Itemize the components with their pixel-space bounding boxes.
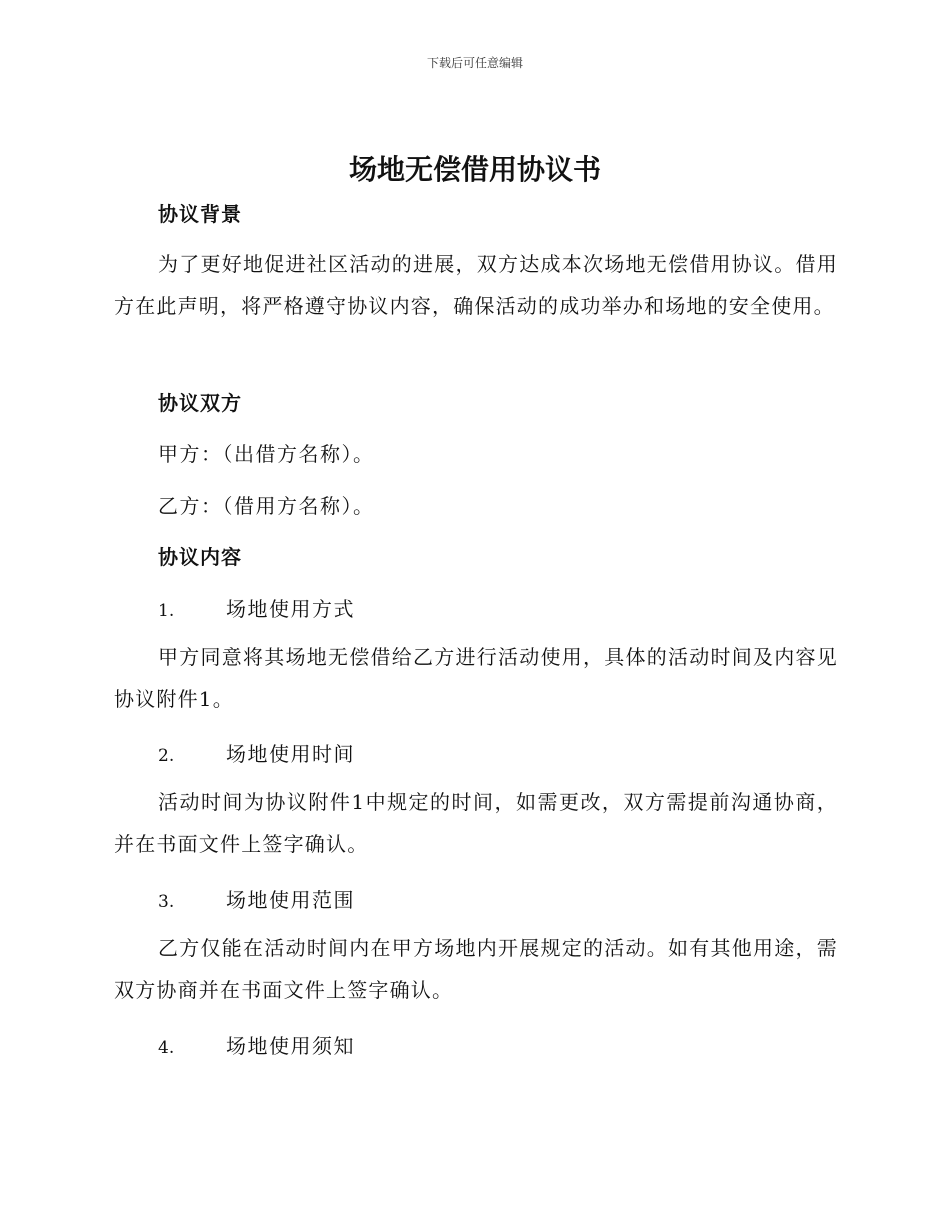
section-heading-background: 协议背景 [158,202,242,226]
item-title: 场地使用范围 [226,888,355,912]
party-b-line: 乙方：（借用方名称）。 [158,494,375,518]
header-note: 下载后可任意编辑 [426,56,523,70]
item-number: 1. [158,601,175,621]
background-paragraph: 为了更好地促进社区活动的进展，双方达成本次场地无偿借用协议。借用方在此声明，将严格遵守协议内容，确保活动的成功举办和场地的安全使用。 [114,252,838,318]
content-item-3-heading [158,884,355,913]
item-number: 4. [158,1038,175,1058]
section-heading-content: 协议内容 [158,545,242,569]
section-heading-parties: 协议双方 [158,391,242,415]
item-title: 场地使用时间 [226,742,355,766]
content-item-1-heading [158,593,355,622]
item-number: 3. [158,892,175,912]
item-title: 场地使用须知 [226,1034,355,1058]
item-number: 2. [158,746,175,766]
item-title: 场地使用方式 [226,597,355,621]
document-title: 场地无偿借用协议书 [348,153,601,186]
content-item-1-paragraph: 甲方同意将其场地无偿借给乙方进行活动使用，具体的活动时间及内容见协议附件1。 [114,645,838,711]
content-item-3-paragraph: 乙方仅能在活动时间内在甲方场地内开展规定的活动。如有其他用途，需双方协商并在书面文件上签字确认。 [114,936,838,1002]
party-a-line: 甲方：（出借方名称）。 [158,442,375,466]
content-item-2-paragraph: 活动时间为协议附件1中规定的时间，如需更改，双方需提前沟通协商，并在书面文件上签字确认。 [114,790,838,856]
content-item-4-heading [158,1030,355,1059]
content-item-2-heading [158,738,355,767]
